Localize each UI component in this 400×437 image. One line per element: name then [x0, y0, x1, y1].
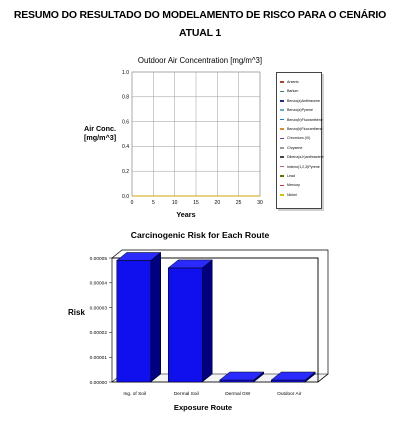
y-tick-label: 0.00003	[89, 306, 107, 312]
y-tick-label: 0.00005	[89, 256, 107, 262]
y-tick-label: 0.00004	[89, 281, 107, 287]
y-tick-label: 0.6	[122, 119, 129, 126]
chart-1-xlabel: Years	[176, 210, 196, 219]
legend-label: Barium	[287, 89, 299, 94]
legend-label: Mercury	[287, 183, 300, 188]
chart-1-title: Outdoor Air Concentration [mg/m^3]	[137, 56, 263, 65]
report-title-line1: RESUMO DO RESULTADO DO MODELAMENTO DE RISCO PARA O CENÁRIO	[13, 9, 387, 21]
x-tick-label: 0	[130, 200, 134, 206]
x-tick-label: 15	[193, 200, 199, 206]
bar-side	[202, 260, 212, 382]
legend-label: Chromium (VI)	[287, 136, 311, 141]
legend-label: Benzo(a)Anthracene	[287, 98, 320, 103]
legend-label: Benzo(a)Pyrene	[287, 108, 313, 113]
legend-label: Nickel	[287, 192, 297, 197]
x-tick-label: 25	[235, 200, 242, 206]
y-tick-label: 0.00001	[89, 356, 107, 361]
y-tick-label: 0.8	[122, 94, 129, 101]
category-label: Outdoor Air	[277, 392, 302, 397]
chart-2-xlabel: Exposure Route	[173, 403, 233, 412]
legend-label: Arsenic	[287, 80, 299, 84]
chart-1-ylabel-line1: Air Conc.	[84, 124, 116, 133]
y-tick-label: 0.4	[122, 144, 129, 151]
y-tick-label: 0.00002	[89, 331, 107, 337]
chart-2-ylabel: Risk	[68, 308, 85, 317]
bar	[271, 380, 305, 382]
legend-label: Chrysene	[287, 145, 303, 150]
x-tick-label: 10	[171, 200, 178, 206]
chart-2-title: Carcinogenic Risk for Each Route	[130, 230, 270, 240]
report-title-line2: ATUAL 1	[179, 27, 221, 39]
y-tick-label: 0.00000	[89, 380, 107, 386]
legend-label: Indeno(1,2,3)Pyrene	[287, 164, 320, 169]
legend-label: Lead	[287, 174, 295, 178]
y-tick-label: 0.2	[122, 169, 129, 175]
chart-1-ylabel-line2: [mg/m^3]	[84, 133, 117, 142]
x-tick-label: 20	[214, 200, 221, 206]
bar	[168, 268, 202, 382]
y-tick-label: 1.0	[122, 69, 129, 76]
legend-label: Benzo(k)Fluoranthene	[287, 127, 323, 131]
category-label: Ing. of Soil	[123, 392, 147, 397]
bar-side	[151, 252, 161, 382]
x-tick-label: 30	[257, 200, 263, 206]
y-tick-label: 0.0	[122, 193, 129, 200]
category-label: Dermal GW	[225, 392, 251, 397]
legend-label: Benzo(b)Fluoranthene	[287, 117, 323, 122]
bar	[220, 380, 254, 382]
category-label: Dermal Soil	[173, 392, 199, 397]
x-tick-label: 5	[151, 200, 155, 206]
bar	[117, 260, 151, 382]
legend-label: Dibenz(a,h)anthracene	[287, 155, 324, 160]
